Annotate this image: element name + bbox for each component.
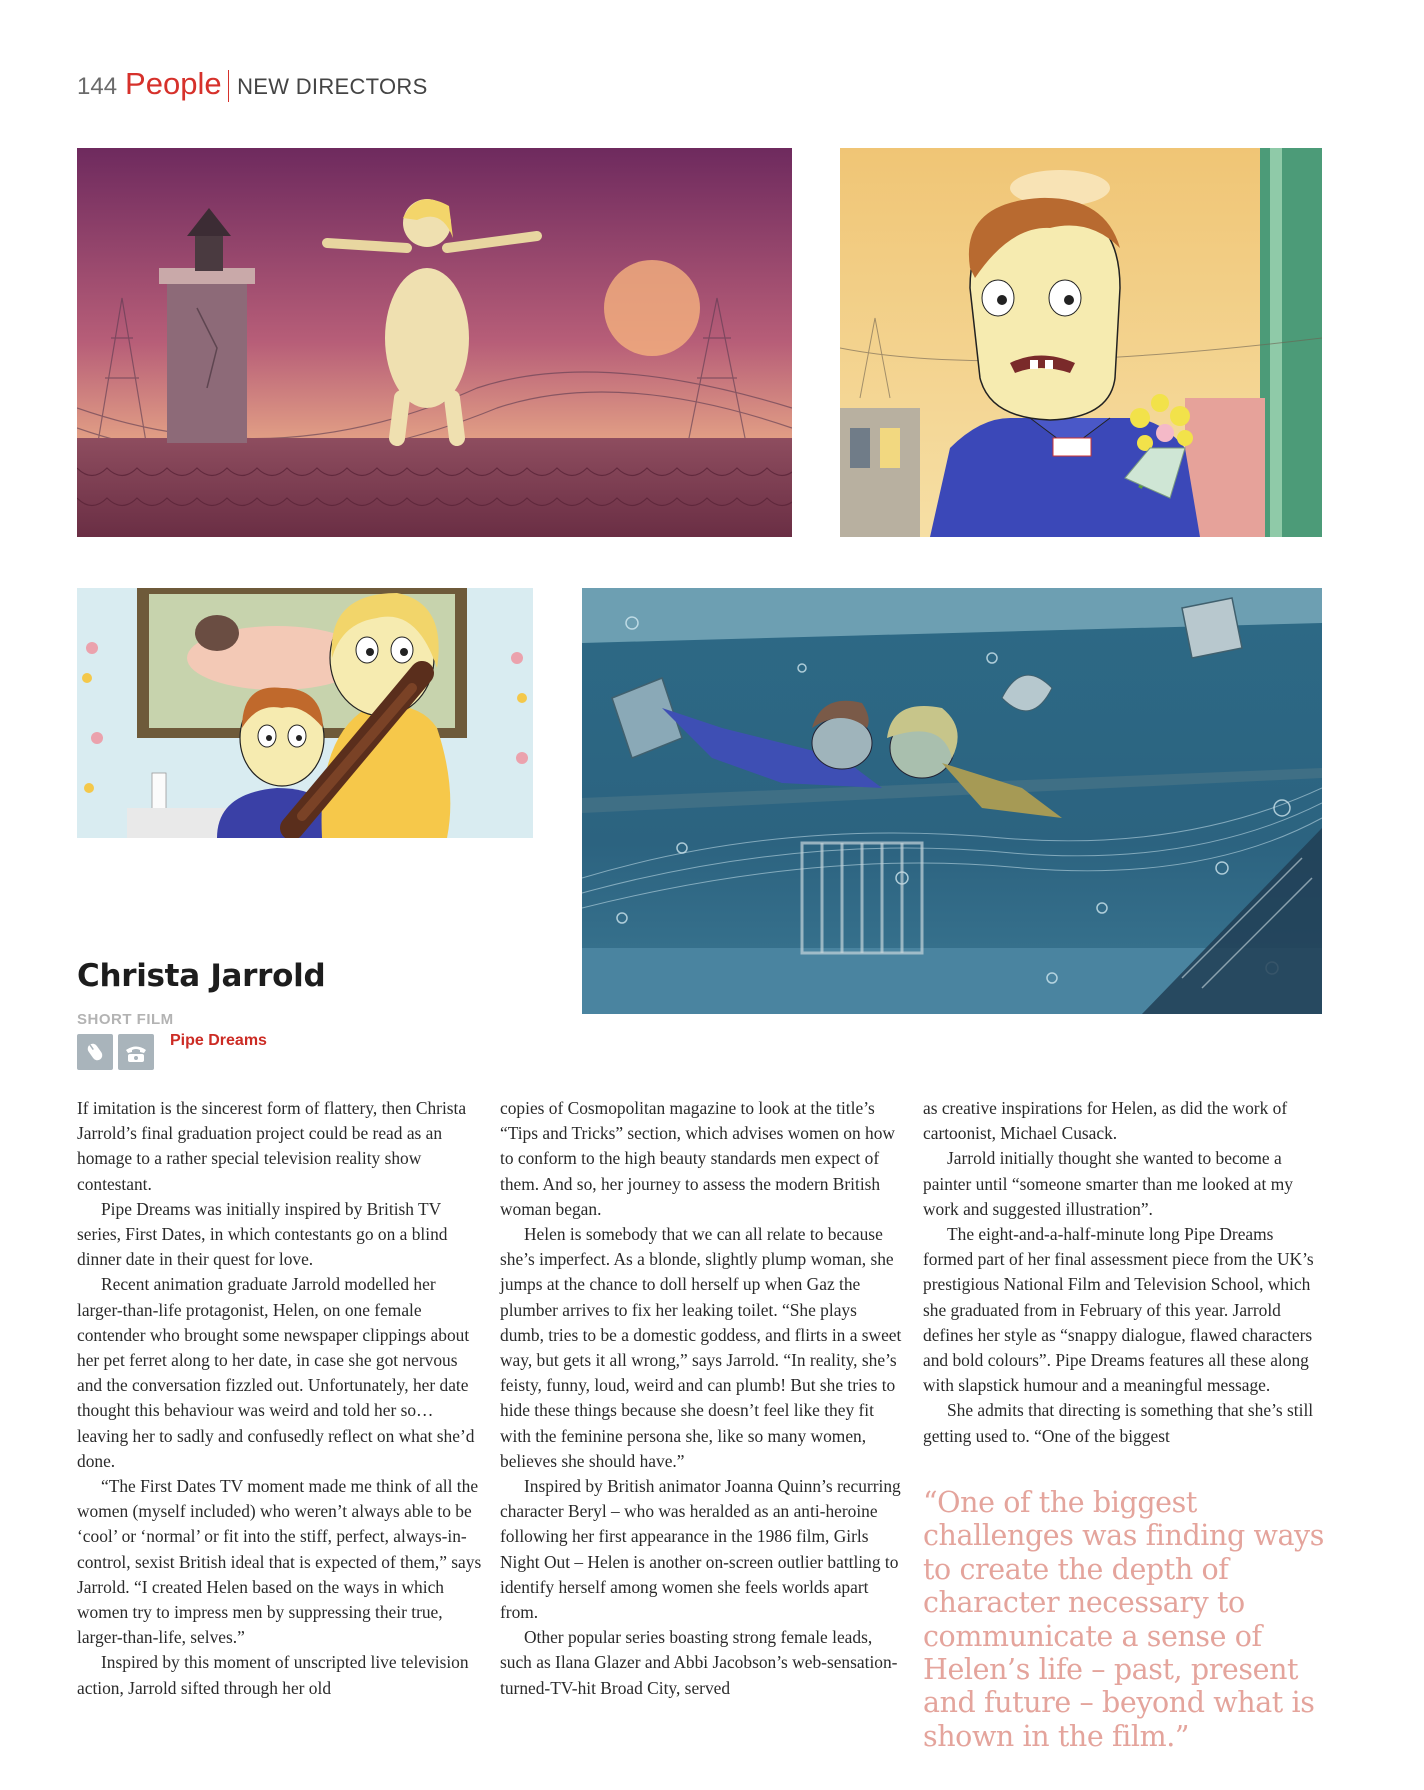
telephone-icon (118, 1034, 154, 1070)
paragraph: as creative inspirations for Helen, as did the work of cartoonist, Michael Cusack. (923, 1098, 1288, 1144)
body-column-3 (923, 1096, 1323, 1449)
paragraph: Pipe Dreams was initially inspired by British TV series, First Dates, in which contestants go on a blind dinner date in their quest for love. (77, 1198, 448, 1270)
paragraph: Recent animation graduate Jarrold modelled her larger-than-life protagonist, Helen, on one female contender who brought some newspaper clippings about her pet ferret along to her date, in case she got nervous and the conversation fizzled out. Unfortunately, her date thought this behaviour was weird and told her so… leaving her to sadly and confusedly reflect on what she’d done. (77, 1274, 475, 1471)
paragraph: Inspired by this moment of unscripted live television action, Jarrold sifted through her old (77, 1652, 469, 1698)
paragraph: She admits that directing is something that she’s still getting used to. “One of the biggest (923, 1400, 1314, 1446)
underwater-hallway-still (582, 588, 1322, 1014)
paragraph: Jarrold initially thought she wanted to become a painter until “someone smarter than me looked at my work and suggested illustration”. (923, 1148, 1293, 1219)
body-column-2 (500, 1096, 905, 1701)
page-header (77, 66, 428, 106)
film-title: Pipe Dreams (170, 1032, 267, 1049)
director-name: Christa Jarrold (77, 958, 326, 994)
paragraph: “The First Dates TV moment made me think of all the women (myself included) who weren’t always able to be ‘cool’ or ‘normal’ or fit into the stiff, perfect, always-in-control, sexist British ideal that is expected of them,” says Jarrold. “I created Helen based on the ways in which women try to impress men by suppressing their true, larger-than-life, selves.” (77, 1476, 482, 1648)
plumber-gaz-still (840, 148, 1322, 537)
paragraph: Inspired by British animator Joanna Quinn’s recurring character Beryl – who was heralded as an anti-heroine following her first appearance in the 1986 film, Girls Night Out – Helen is another on-screen outlier battling to identify herself among women she feels worlds apart from. (500, 1476, 901, 1623)
header-divider (228, 70, 230, 102)
paragraph: Helen is somebody that we can all relate to because she’s imperfect. As a blonde, slightly plump woman, she jumps at the chance to doll herself up when Gaz the plumber arrives to fix her leaking toilet. “She plays dumb, tries to be a domestic goddess, and flirts in a sweet way, but gets it all wrong,” says Jarrold. “In reality, she’s feisty, funny, loud, weird and can plumb! But she tries to hide these things because she doesn’t feel like they fit with the feminine persona she, like so many women, believes she should have.” (500, 1224, 902, 1471)
paragraph: copies of Cosmopolitan magazine to look at the title’s “Tips and Tricks” section, which advises women on how to conform to the high beauty standards men expect of them. And so, her journey to assess the modern British woman began. (500, 1098, 895, 1219)
body-column-1 (77, 1096, 482, 1701)
subsection-title: NEW DIRECTORS (237, 74, 428, 99)
section-title: People (125, 66, 222, 101)
medium-icons (77, 1034, 154, 1070)
paragraph: If imitation is the sincerest form of flattery, then Christa Jarrold’s final graduation project could be read as an homage to a rather special television reality show contestant. (77, 1098, 467, 1194)
mouse-icon (77, 1034, 113, 1070)
paragraph: Other popular series boasting strong female leads, such as Ilana Glazer and Abbi Jacobson’s web-sensation-turned-TV-hit Broad City, served (500, 1627, 898, 1698)
rooftop-still (77, 148, 792, 537)
page-number: 144 (77, 73, 118, 100)
pull-quote: “One of the biggest challenges was finding ways to create the depth of character necessary to communicate a sense of Helen’s life – past, present and future – beyond what is shown in the film.” (923, 1486, 1324, 1753)
category-label: SHORT FILM (77, 1011, 174, 1028)
paragraph: The eight-and-a-half-minute long Pipe Dreams formed part of her final assessment piece from the UK’s prestigious National Film and Television School, which she graduated from in February of this year. Jarrold defines her style as “snappy dialogue, flawed characters and bold colours”. Pipe Dreams features all these along with slapstick humour and a meaningful message. (923, 1224, 1314, 1396)
bedroom-bat-still (77, 588, 533, 838)
